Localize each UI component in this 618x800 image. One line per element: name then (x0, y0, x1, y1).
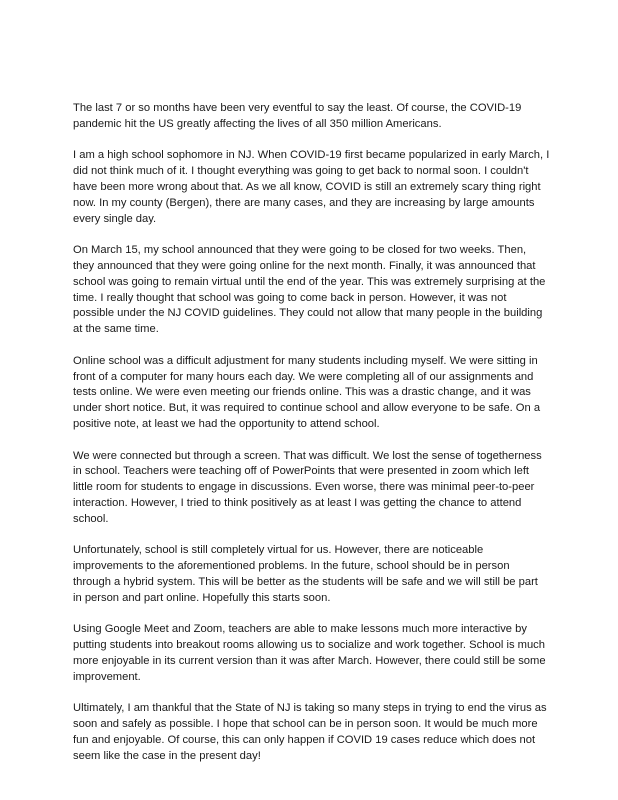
paragraph-line: every single day. (73, 212, 157, 225)
paragraph-line: I am a high school sophomore in NJ. When COVID-19 first became popularized in early March, I (73, 149, 550, 162)
paragraph-line: fun and enjoyable. Of course, this can only happen if COVID 19 cases reduce which does not (73, 733, 536, 746)
paragraph-line: possible under the NJ COVID guidelines. They could not allow that many people in the building (73, 307, 543, 320)
paragraph-line: now. In my county (Bergen), there are many cases, and they are increasing by large amounts (73, 196, 535, 209)
essay-body (73, 101, 559, 780)
paragraph-line: in person and part online. Hopefully this starts soon. (73, 591, 331, 604)
paragraph (73, 101, 559, 133)
paragraph-line: school. (73, 512, 109, 525)
paragraph-line: they announced that they were going online for the next month. Finally, it was announced that (73, 259, 536, 272)
paragraph-line: in school. Teachers were teaching off of PowerPoints that were presented in zoom which left (73, 465, 530, 478)
paragraph-line: through a hybrid system. This will be better as the students will be safe and we will still be part (73, 575, 538, 588)
paragraph (73, 354, 559, 433)
paragraph-line: more enjoyable in its current version than it was after March. However, there could still be some (73, 654, 546, 667)
paragraph-line: school was going to remain virtual until the end of the year. This was extremely surprising at the (73, 275, 546, 288)
paragraph-line: time. I really thought that school was going to come back in person. However, it was not (73, 291, 507, 304)
paragraph-line: pandemic hit the US greatly affecting the lives of all 350 million Americans. (73, 117, 442, 130)
paragraph-line: The last 7 or so months have been very eventful to say the least. Of course, the COVID-19 (73, 102, 522, 114)
paragraph-line: tests online. We were even meeting our friends online. This was a drastic change, and it was (73, 386, 531, 399)
paragraph-line: improvements to the aforementioned problems. In the future, school should be in person (73, 560, 510, 573)
paragraph-line: have been more wrong about that. As we all know, COVID is still an extremely scary thing right (73, 180, 541, 193)
paragraph-line: at the same time. (73, 323, 159, 336)
paragraph-line: We were connected but through a screen. That was difficult. We lost the sense of togetherness (73, 449, 542, 462)
paragraph (73, 622, 559, 685)
paragraph-line: Ultimately, I am thankful that the State of NJ is taking so many steps in trying to end the virus as (73, 702, 547, 715)
paragraph-line: Unfortunately, school is still completely virtual for us. However, there are noticeable (73, 544, 484, 557)
paragraph-line: interaction. However, I tried to think positively as at least I was getting the chance to attend (73, 496, 522, 509)
paragraph (73, 701, 559, 764)
paragraph-line: positive note, at least we had the opportunity to attend school. (73, 417, 380, 430)
paragraph-line: improvement. (73, 670, 141, 683)
paragraph-line: Using Google Meet and Zoom, teachers are able to make lessons much more interactive by (73, 623, 527, 636)
paragraph-line: On March 15, my school announced that they were going to be closed for two weeks. Then, (73, 244, 527, 257)
paragraph-line: soon and safely as possible. I hope that school can be in person soon. It would be much more (73, 718, 538, 731)
paragraph (73, 243, 559, 338)
paragraph-line: front of a computer for many hours each day. We were completing all of our assignments and (73, 370, 534, 383)
paragraph-line: Online school was a difficult adjustment for many students including myself. We were sitting in (73, 354, 538, 367)
paragraph (73, 148, 559, 227)
paragraph-line: did not think much of it. I thought everything was going to get back to normal soon. I couldn't (73, 165, 529, 178)
paragraph (73, 449, 559, 528)
paragraph-line: under short notice. But, it was required to continue school and allow everyone to be safe. On a (73, 402, 541, 415)
paragraph-line: little room for students to engage in discussions. Even worse, there was minimal peer-to-peer (73, 481, 535, 494)
paragraph-line: seem like the case in the present day! (73, 749, 261, 762)
paragraph (73, 543, 559, 606)
paragraph-line: putting students into breakout rooms allowing us to socialize and work together. School is much (73, 639, 545, 652)
